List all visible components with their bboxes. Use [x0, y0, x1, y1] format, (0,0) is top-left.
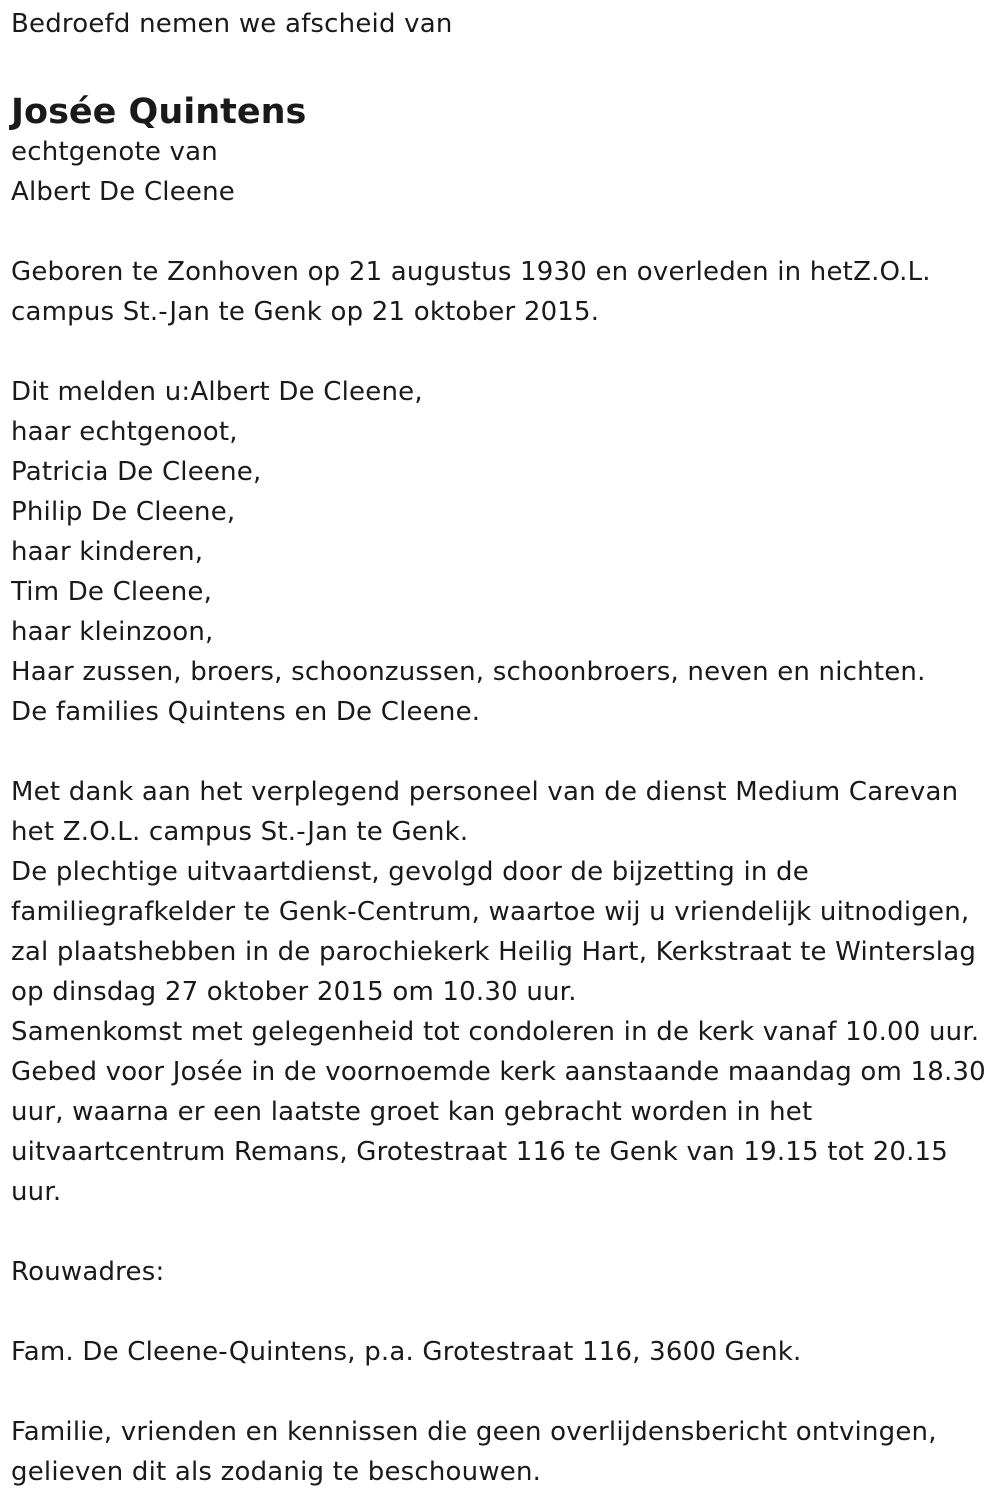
- deceased-name: Josée Quintens: [11, 92, 307, 132]
- spouse-block: [11, 132, 996, 212]
- service-line: Met dank aan het verplegend personeel van de dienst Medium Carevan: [11, 777, 959, 807]
- family-line: haar kleinzoon,: [11, 617, 214, 647]
- service-line: familiegrafkelder te Genk-Centrum, waartoe wij u vriendelijk uitnodigen,: [11, 897, 970, 927]
- service-line: De plechtige uitvaartdienst, gevolgd door de bijzetting in de: [11, 857, 809, 887]
- service-line: Gebed voor Josée in de voornoemde kerk aanstaande maandag om 18.30: [11, 1057, 986, 1087]
- service-line: het Z.O.L. campus St.-Jan te Genk.: [11, 817, 469, 847]
- birth-death-line: campus St.-Jan te Genk op 21 oktober 2015.: [11, 297, 600, 327]
- service-line: op dinsdag 27 oktober 2015 om 10.30 uur.: [11, 977, 577, 1007]
- family-line: Tim De Cleene,: [11, 577, 213, 607]
- spouse-line: echtgenote van: [11, 137, 218, 167]
- intro-text: Bedroefd nemen we afscheid van: [11, 9, 453, 39]
- family-line: haar echtgenoot,: [11, 417, 238, 447]
- family-line: Patricia De Cleene,: [11, 457, 262, 487]
- family-line: Philip De Cleene,: [11, 497, 236, 527]
- family-line: Dit melden u:Albert De Cleene,: [11, 377, 423, 407]
- family-line: Haar zussen, broers, schoonzussen, schoonbroers, neven en nichten.: [11, 657, 926, 687]
- birth-death-block: [11, 252, 996, 332]
- closing-block: [11, 1412, 996, 1492]
- closing-line: gelieven dit als zodanig te beschouwen.: [11, 1457, 542, 1487]
- birth-death-line: Geboren te Zonhoven op 21 augustus 1930 en overleden in hetZ.O.L.: [11, 257, 931, 287]
- service-block: [11, 772, 996, 1212]
- service-line: uitvaartcentrum Remans, Grotestraat 116 te Genk van 19.15 tot 20.15: [11, 1137, 949, 1167]
- service-line: uur.: [11, 1177, 62, 1207]
- family-block: [11, 372, 996, 732]
- service-line: zal plaatshebben in de parochiekerk Heilig Hart, Kerkstraat te Winterslag: [11, 937, 977, 967]
- family-line: haar kinderen,: [11, 537, 204, 567]
- closing-line: Familie, vrienden en kennissen die geen overlijdensbericht ontvingen,: [11, 1417, 937, 1447]
- obituary-document: [11, 4, 996, 1492]
- family-line: De families Quintens en De Cleene.: [11, 697, 481, 727]
- spouse-line: Albert De Cleene: [11, 177, 235, 207]
- address-label: Rouwadres:: [11, 1257, 165, 1287]
- service-line: Samenkomst met gelegenheid tot condoleren in de kerk vanaf 10.00 uur.: [11, 1017, 980, 1047]
- mourning-address: Fam. De Cleene-Quintens, p.a. Grotestraat 116, 3600 Genk.: [11, 1337, 802, 1367]
- service-line: uur, waarna er een laatste groet kan gebracht worden in het: [11, 1097, 813, 1127]
